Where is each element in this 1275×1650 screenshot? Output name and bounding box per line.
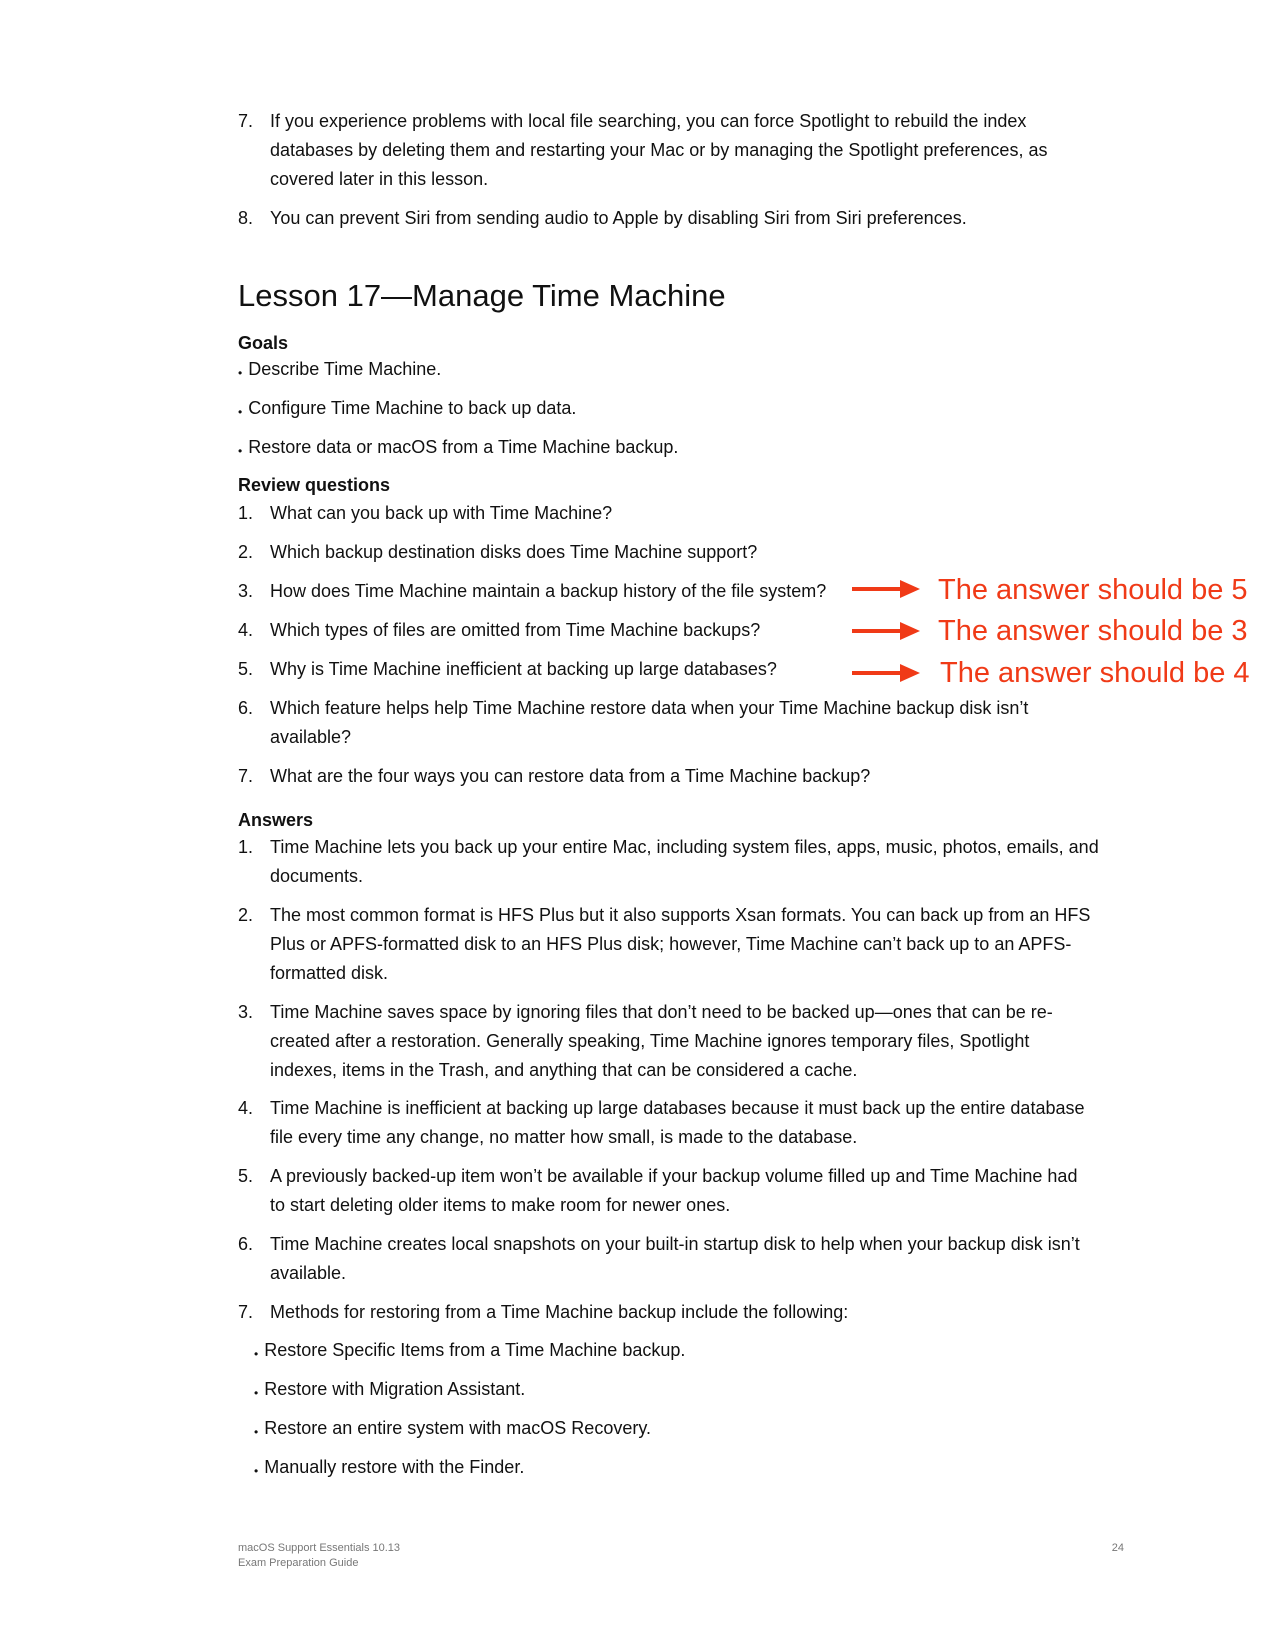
answers-heading: Answers	[238, 810, 314, 830]
arrow-right-icon	[850, 578, 922, 600]
list-item	[270, 833, 1125, 891]
text-line: Time Machine creates local snapshots on your built-in startup disk to help when your backup disk isn’t	[270, 1234, 1080, 1254]
list-item	[270, 694, 1125, 752]
text-line: The most common format is HFS Plus but it also supports Xsan formats. You can back up from an HFS	[270, 905, 1091, 925]
text-line: covered later in this lesson.	[270, 169, 489, 189]
list-number: 1.	[238, 837, 254, 857]
text-line: You can prevent Siri from sending audio to Apple by disabling Siri from Siri preferences.	[270, 208, 967, 228]
goals-heading: Goals	[238, 333, 289, 353]
list-item	[270, 901, 1125, 988]
bullet-item	[254, 1453, 524, 1484]
bullet-text: Restore with Migration Assistant.	[264, 1379, 526, 1399]
list-item	[270, 998, 1125, 1085]
text-line: Which feature helps help Time Machine restore data when your Time Machine backup disk isn’t	[270, 698, 1029, 718]
bullet-text: Restore data or macOS from a Time Machine backup.	[248, 437, 679, 457]
list-number: 3.	[238, 581, 254, 601]
list-number: 5.	[238, 1166, 254, 1186]
text-line: Which backup destination disks does Time Machine support?	[270, 542, 758, 562]
bullet-icon: •	[254, 1425, 259, 1439]
arrow-right-icon	[850, 662, 922, 684]
text-line: to start deleting older items to make room for newer ones.	[270, 1195, 731, 1215]
annotation-note: The answer should be 3	[938, 615, 1248, 647]
bullet-item	[254, 1375, 525, 1406]
arrow-right-icon	[850, 620, 922, 642]
bullet-icon: •	[238, 444, 243, 458]
annotation-note: The answer should be 5	[938, 574, 1248, 606]
text-line: created after a restoration. Generally speaking, Time Machine ignores temporary files, Spotlight	[270, 1031, 1030, 1051]
text-line: formatted disk.	[270, 963, 389, 983]
review-heading: Review questions	[238, 475, 391, 495]
bullet-text: Describe Time Machine.	[248, 359, 442, 379]
text-line: A previously backed-up item won’t be available if your backup volume filled up and Time Machine had	[270, 1166, 1078, 1186]
text-line: available.	[270, 1263, 347, 1283]
list-item	[270, 538, 1125, 567]
text-line: Time Machine lets you back up your entire Mac, including system files, apps, music, photos, emails, and	[270, 837, 1099, 857]
list-number: 7.	[238, 111, 254, 131]
bullet-icon: •	[238, 405, 243, 419]
list-number: 2.	[238, 542, 254, 562]
text-line: file every time any change, no matter how small, is made to the database.	[270, 1127, 858, 1147]
list-number: 4.	[238, 620, 254, 640]
text-line: available?	[270, 727, 352, 747]
list-item	[270, 1162, 1125, 1220]
list-number: 3.	[238, 1002, 254, 1022]
page-number: 24	[1111, 1542, 1124, 1554]
annotation-note: The answer should be 4	[940, 657, 1250, 689]
list-item	[270, 1230, 1125, 1288]
text-line: documents.	[270, 866, 364, 886]
bullet-text: Configure Time Machine to back up data.	[248, 398, 577, 418]
list-number: 6.	[238, 1234, 254, 1254]
list-number: 7.	[238, 1302, 254, 1322]
footer-line: macOS Support Essentials 10.13	[238, 1542, 401, 1554]
bullet-icon: •	[254, 1464, 259, 1478]
bullet-text: Manually restore with the Finder.	[264, 1457, 525, 1477]
bullet-text: Restore an entire system with macOS Recovery.	[264, 1418, 652, 1438]
list-number: 2.	[238, 905, 254, 925]
bullet-item	[254, 1336, 685, 1367]
bullet-item	[238, 433, 678, 464]
text-line: Plus or APFS-formatted disk to an HFS Plus disk; however, Time Machine can’t back up to an APFS-	[270, 934, 1072, 954]
list-number: 4.	[238, 1098, 254, 1118]
list-number: 6.	[238, 698, 254, 718]
text-line: Methods for restoring from a Time Machine backup include the following:	[270, 1302, 849, 1322]
text-line: databases by deleting them and restarting your Mac or by managing the Spotlight preferences, as	[270, 140, 1048, 160]
list-number: 8.	[238, 208, 254, 228]
footer-line: Exam Preparation Guide	[238, 1557, 359, 1569]
text-line: Time Machine is inefficient at backing up large databases because it must back up the entire database	[270, 1098, 1085, 1118]
list-item	[270, 1094, 1125, 1152]
text-line: Which types of files are omitted from Time Machine backups?	[270, 620, 761, 640]
list-item	[270, 499, 1125, 528]
text-line: What are the four ways you can restore data from a Time Machine backup?	[270, 766, 871, 786]
list-item	[270, 1298, 1125, 1327]
list-number: 7.	[238, 766, 254, 786]
bullet-icon: •	[254, 1386, 259, 1400]
text-line: Time Machine saves space by ignoring files that don’t need to be backed up—ones that can be re-	[270, 1002, 1053, 1022]
lesson-title: Lesson 17—Manage Time Machine	[238, 278, 726, 313]
bullet-text: Restore Specific Items from a Time Machine backup.	[264, 1340, 686, 1360]
bullet-icon: •	[238, 366, 243, 380]
list-number: 5.	[238, 659, 254, 679]
text-line: If you experience problems with local file searching, you can force Spotlight to rebuild the index	[270, 111, 1027, 131]
text-line: indexes, items in the Trash, and anything that can be considered a cache.	[270, 1060, 858, 1080]
text-line: What can you back up with Time Machine?	[270, 503, 613, 523]
list-item	[270, 762, 1125, 791]
list-item	[270, 204, 1125, 233]
text-line: How does Time Machine maintain a backup history of the file system?	[270, 581, 827, 601]
bullet-icon: •	[254, 1347, 259, 1361]
footer-book-title	[238, 1541, 400, 1571]
bullet-item	[238, 355, 441, 386]
bullet-item	[238, 394, 576, 425]
list-item	[270, 107, 1125, 194]
text-line: Why is Time Machine inefficient at backing up large databases?	[270, 659, 777, 679]
list-number: 1.	[238, 503, 254, 523]
bullet-item	[254, 1414, 651, 1445]
